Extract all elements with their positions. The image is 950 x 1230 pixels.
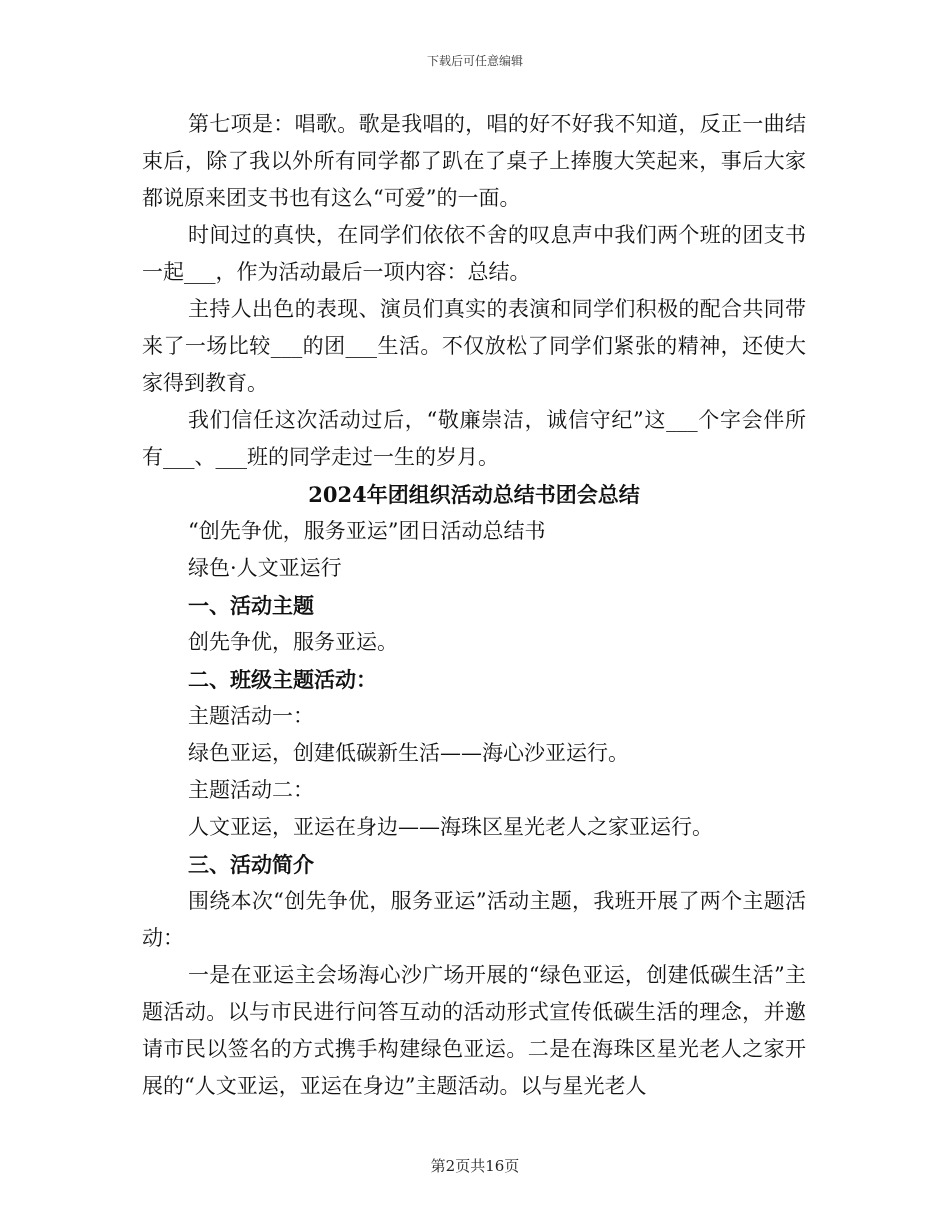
page-header: 下载后可任意编辑: [426, 54, 523, 68]
activity-two-body: 人文亚运，亚运在身边——海珠区星光老人之家亚运行。: [188, 815, 713, 839]
document-title: 2024年团组织活动总结书团会总结: [308, 482, 640, 507]
activity-one-body: 绿色亚运，创建低碳新生活——海心沙亚运行。: [188, 741, 629, 765]
section-summary-para-2: 一是在亚运主会场海心沙广场开展的“绿色亚运，创建低碳生活”主题活动。以与市民进行问答互动的活动形式宣传低碳生活的理念，并邀请市民以签名的方式携手构建绿色亚运。二是在海珠区星光老人之家开展的“人文亚运，亚运在身边”主题活动。以与星光老人: [142, 963, 806, 1098]
paragraph-time-flies: 时间过的真快，在同学们依依不舍的叹息声中我们两个班的团支书一起___，作为活动最后一项内容：总结。: [142, 223, 806, 284]
document-subtitle: “创先争优，服务亚运”团日活动总结书: [188, 519, 546, 543]
activity-two-label: 主题活动二：: [188, 778, 314, 802]
section-summary-para-1: 围绕本次“创先争优，服务亚运”活动主题，我班开展了两个主题活动：: [142, 889, 806, 950]
document-slogan: 绿色·人文亚运行: [188, 556, 342, 580]
section-heading-class-activities: 二、班级主题活动：: [188, 667, 377, 692]
section-heading-theme: 一、活动主题: [188, 593, 314, 618]
paragraph-trust: 我们信任这次活动过后，“敬廉崇洁，诚信守纪”这___个字会伴所有___、___班的同学走过一生的岁月。: [142, 408, 806, 469]
section-body-theme: 创先争优，服务亚运。: [188, 630, 398, 654]
paragraph-singing: 第七项是：唱歌。歌是我唱的，唱的好不好我不知道，反正一曲结束后，除了我以外所有同学都了趴在了桌子上捧腹大笑起来，事后大家都说原来团支书也有这么“可爱”的一面。: [142, 112, 806, 210]
document-body: [142, 106, 806, 1105]
activity-one-label: 主题活动一：: [188, 704, 314, 728]
section-heading-summary: 三、活动简介: [188, 852, 314, 877]
page-number: 第2页共16页: [430, 1157, 520, 1175]
paragraph-host-performance: 主持人出色的表现、演员们真实的表演和同学们积极的配合共同带来了一场比较___的团___生活。不仅放松了同学们紧张的精神，还使大家得到教育。: [142, 297, 806, 395]
